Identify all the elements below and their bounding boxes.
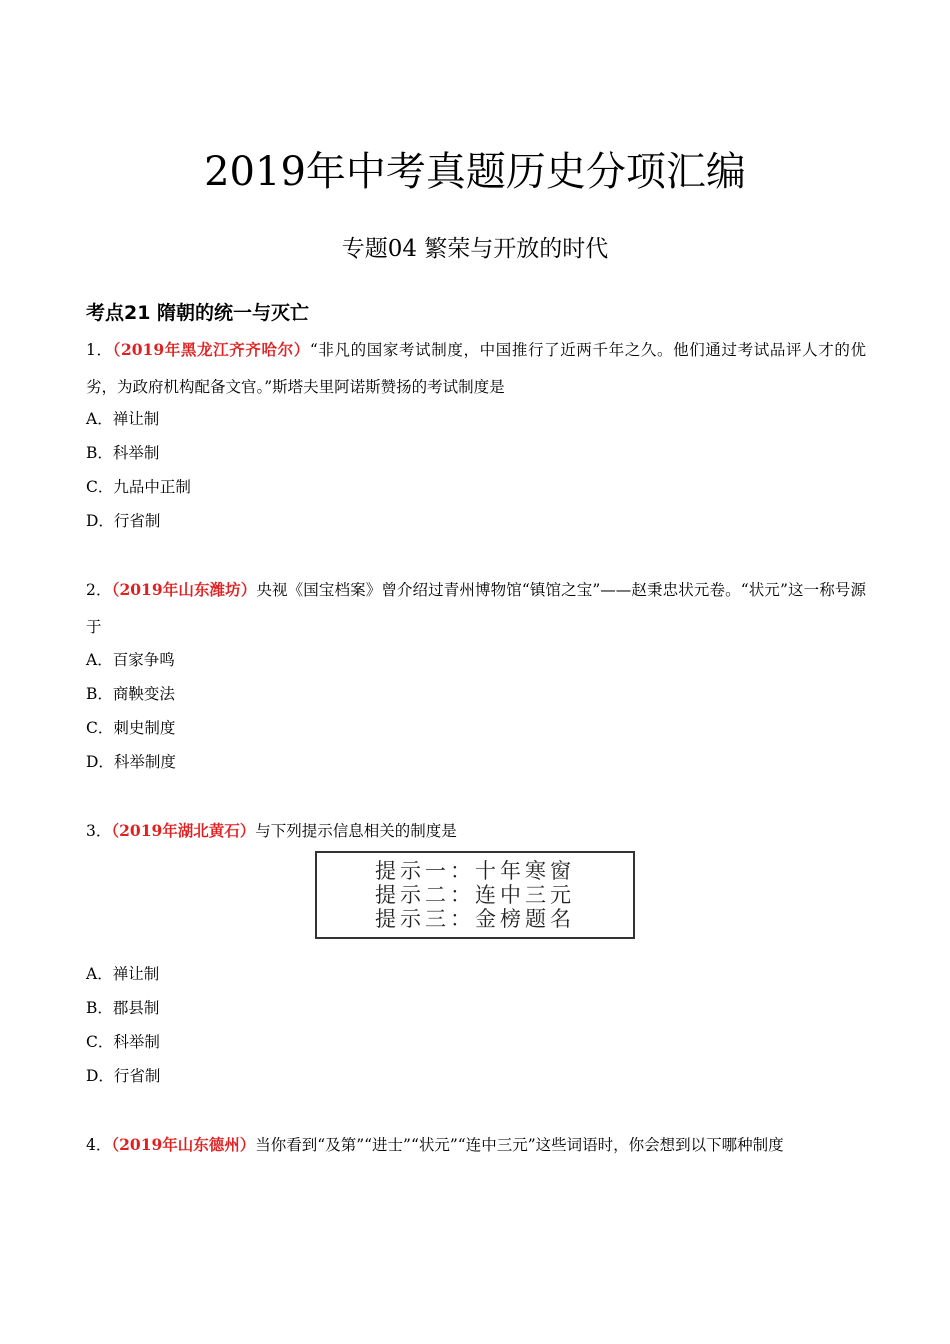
option-d: D．科举制度 bbox=[86, 753, 176, 771]
option-b: B．商鞅变法 bbox=[86, 685, 175, 703]
option-a: A．禅让制 bbox=[86, 965, 160, 983]
option-a: A．百家争鸣 bbox=[86, 651, 175, 669]
hint-line: 提示二：连中三元 bbox=[375, 883, 575, 907]
section-heading: 考点21 隋朝的统一与灭亡 bbox=[86, 302, 310, 324]
option-c: C．九品中正制 bbox=[86, 478, 191, 496]
option-d: D．行省制 bbox=[86, 1067, 161, 1085]
question-text: 央视《国宝档案》曾介绍过青州博物馆“镇馆之宝”——赵秉忠状元卷。“状元”这一称号源于 bbox=[86, 581, 866, 636]
option-c: C．刺史制度 bbox=[86, 719, 176, 737]
question-text: 当你看到“及第”“进士”“状元”“连中三元”这些词语时，你会想到以下哪种制度 bbox=[255, 1136, 784, 1154]
hint-box bbox=[315, 851, 635, 939]
question-text: 与下列提示信息相关的制度是 bbox=[255, 822, 457, 840]
question-number: 2． bbox=[86, 581, 112, 599]
question-source: （2019年山东潍坊） bbox=[111, 580, 257, 599]
option-d: D．行省制 bbox=[86, 512, 161, 530]
question-number: 1． bbox=[86, 341, 113, 359]
topic-subtitle: 专题04 繁荣与开放的时代 bbox=[341, 236, 609, 262]
hint-line: 提示一：十年寒窗 bbox=[375, 859, 575, 883]
question-3 bbox=[86, 812, 866, 850]
question-1 bbox=[86, 331, 866, 406]
question-text: “非凡的国家考试制度，中国推行了近两千年之久。他们通过考试品评人才的优劣，为政府机构配备文官。”斯塔夫里阿诺斯赞扬的考试制度是 bbox=[86, 341, 866, 396]
question-source: （2019年黑龙江齐齐哈尔） bbox=[112, 340, 310, 359]
question-number: 3． bbox=[86, 822, 112, 840]
option-c: C．科举制 bbox=[86, 1033, 160, 1051]
document-title: 2019年中考真题历史分项汇编 bbox=[204, 149, 746, 195]
option-b: B．科举制 bbox=[86, 444, 160, 462]
question-2 bbox=[86, 571, 866, 646]
question-source: （2019年湖北黄石） bbox=[111, 821, 256, 840]
hint-line: 提示三：金榜题名 bbox=[375, 907, 575, 931]
question-source: （2019年山东德州） bbox=[111, 1135, 256, 1154]
option-a: A．禅让制 bbox=[86, 410, 160, 428]
question-number: 4． bbox=[86, 1136, 112, 1154]
option-b: B．郡县制 bbox=[86, 999, 160, 1017]
question-4 bbox=[86, 1126, 866, 1164]
